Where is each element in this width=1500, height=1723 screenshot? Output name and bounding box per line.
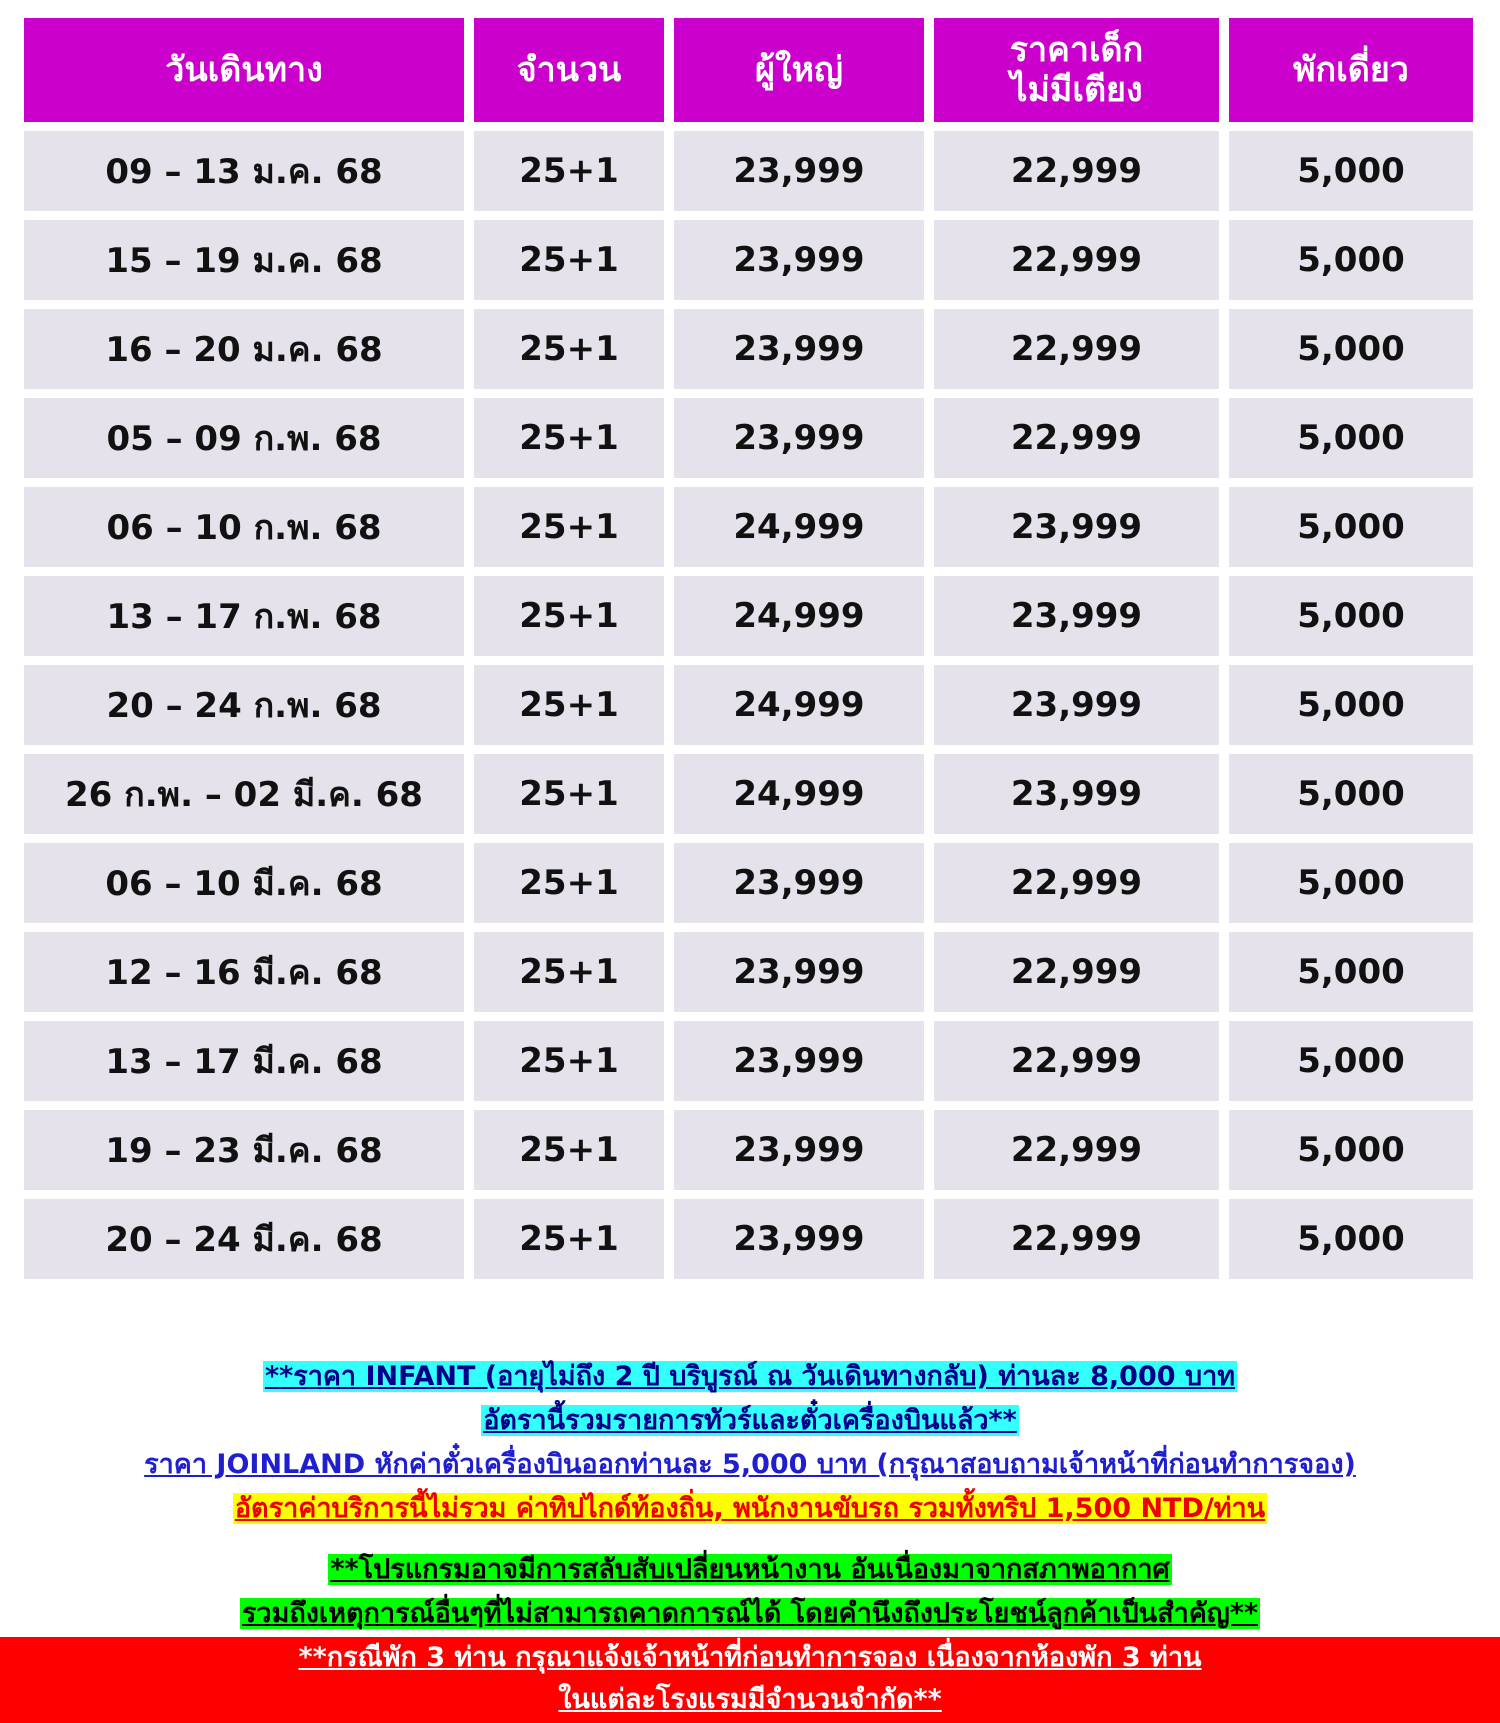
cell-child-price: 23,999	[934, 487, 1219, 567]
cell-adult-price: 23,999	[674, 1021, 924, 1101]
cell-single-supplement: 5,000	[1229, 843, 1473, 923]
cell-quantity: 25+1	[474, 932, 664, 1012]
cell-quantity: 25+1	[474, 665, 664, 745]
cell-adult-price: 23,999	[674, 309, 924, 389]
cell-child-price: 22,999	[934, 843, 1219, 923]
cell-child-price: 23,999	[934, 754, 1219, 834]
cell-travel-date: 06 – 10 ก.พ. 68	[24, 487, 464, 567]
cell-single-supplement: 5,000	[1229, 754, 1473, 834]
table-row	[24, 1110, 1473, 1190]
cell-travel-date: 16 – 20 ม.ค. 68	[24, 309, 464, 389]
cell-travel-date: 19 – 23 มี.ค. 68	[24, 1110, 464, 1190]
cell-quantity: 25+1	[474, 1110, 664, 1190]
cell-travel-date: 26 ก.พ. – 02 มี.ค. 68	[24, 754, 464, 834]
cell-quantity: 25+1	[474, 843, 664, 923]
header-travel-date: วันเดินทาง	[24, 18, 464, 122]
cell-quantity: 25+1	[474, 1199, 664, 1279]
cell-child-price: 22,999	[934, 932, 1219, 1012]
cell-single-supplement: 5,000	[1229, 309, 1473, 389]
table-row	[24, 932, 1473, 1012]
cell-quantity: 25+1	[474, 131, 664, 211]
cell-child-price: 22,999	[934, 1199, 1219, 1279]
header-child-no-bed-price: ราคาเด็ก ไม่มีเตียง	[934, 18, 1219, 122]
cell-single-supplement: 5,000	[1229, 220, 1473, 300]
table-row	[24, 576, 1473, 656]
cell-single-supplement: 5,000	[1229, 1021, 1473, 1101]
cell-quantity: 25+1	[474, 754, 664, 834]
cell-quantity: 25+1	[474, 309, 664, 389]
cell-single-supplement: 5,000	[1229, 576, 1473, 656]
cell-quantity: 25+1	[474, 220, 664, 300]
cell-adult-price: 23,999	[674, 932, 924, 1012]
cell-travel-date: 15 – 19 ม.ค. 68	[24, 220, 464, 300]
cell-child-price: 22,999	[934, 398, 1219, 478]
cell-single-supplement: 5,000	[1229, 1199, 1473, 1279]
table-row	[24, 131, 1473, 211]
cell-travel-date: 05 – 09 ก.พ. 68	[24, 398, 464, 478]
cell-adult-price: 23,999	[674, 131, 924, 211]
cell-adult-price: 23,999	[674, 843, 924, 923]
cell-adult-price: 24,999	[674, 487, 924, 567]
table-row	[24, 1021, 1473, 1101]
table-row	[24, 309, 1473, 389]
cell-child-price: 22,999	[934, 309, 1219, 389]
triple-room-note-line2: ในแต่ละโรงแรมมีจำนวนจำกัด**	[558, 1684, 942, 1715]
program-change-note	[0, 1548, 1500, 1636]
header-adult-price: ผู้ใหญ่	[674, 18, 924, 122]
table-body	[24, 131, 1473, 1279]
cell-adult-price: 23,999	[674, 220, 924, 300]
notes-section	[0, 1355, 1500, 1531]
triple-room-note-line1: **กรณีพัก 3 ท่าน กรุณาแจ้งเจ้าหน้าที่ก่อนทำการจอง เนื่องจากห้องพัก 3 ท่าน	[298, 1642, 1202, 1673]
tip-note: อัตราค่าบริการนี้ไม่รวม ค่าทิปไกด์ท้องถิ่น, พนักงานขับรถ รวมทั้งทริป 1,500 NTD/ท่าน	[234, 1493, 1266, 1524]
cell-adult-price: 23,999	[674, 1110, 924, 1190]
cell-travel-date: 06 – 10 มี.ค. 68	[24, 843, 464, 923]
cell-adult-price: 24,999	[674, 665, 924, 745]
program-note-line2: รวมถึงเหตุการณ์อื่นๆที่ไม่สามารถคาดการณ์ได้ โดยคำนึงถึงประโยชน์ลูกค้าเป็นสำคัญ**	[241, 1598, 1259, 1629]
cell-travel-date: 13 – 17 มี.ค. 68	[24, 1021, 464, 1101]
cell-travel-date: 20 – 24 ก.พ. 68	[24, 665, 464, 745]
cell-single-supplement: 5,000	[1229, 487, 1473, 567]
header-quantity: จำนวน	[474, 18, 664, 122]
cell-child-price: 22,999	[934, 1110, 1219, 1190]
cell-child-price: 22,999	[934, 220, 1219, 300]
table-row	[24, 665, 1473, 745]
price-table-container	[24, 18, 1470, 1288]
table-row	[24, 1199, 1473, 1279]
cell-adult-price: 23,999	[674, 398, 924, 478]
cell-travel-date: 13 – 17 ก.พ. 68	[24, 576, 464, 656]
cell-quantity: 25+1	[474, 1021, 664, 1101]
cell-child-price: 22,999	[934, 1021, 1219, 1101]
cell-adult-price: 24,999	[674, 576, 924, 656]
price-table	[14, 9, 1483, 1288]
cell-child-price: 23,999	[934, 665, 1219, 745]
cell-travel-date: 20 – 24 มี.ค. 68	[24, 1199, 464, 1279]
header-single-supplement: พักเดี่ยว	[1229, 18, 1473, 122]
cell-travel-date: 12 – 16 มี.ค. 68	[24, 932, 464, 1012]
table-row	[24, 843, 1473, 923]
cell-adult-price: 24,999	[674, 754, 924, 834]
table-header-row	[24, 18, 1473, 122]
cell-quantity: 25+1	[474, 487, 664, 567]
infant-price-note: **ราคา INFANT (อายุไม่ถึง 2 ปี บริบูรณ์ ณ วันเดินทางกลับ) ท่านละ 8,000 บาท	[264, 1361, 1236, 1392]
table-row	[24, 754, 1473, 834]
cell-single-supplement: 5,000	[1229, 398, 1473, 478]
table-row	[24, 220, 1473, 300]
cell-single-supplement: 5,000	[1229, 932, 1473, 1012]
cell-single-supplement: 5,000	[1229, 665, 1473, 745]
triple-room-banner	[0, 1637, 1500, 1723]
cell-child-price: 22,999	[934, 131, 1219, 211]
cell-single-supplement: 5,000	[1229, 1110, 1473, 1190]
joinland-note: ราคา JOINLAND หักค่าตั๋วเครื่องบินออกท่านละ 5,000 บาท (กรุณาสอบถามเจ้าหน้าที่ก่อนทำการจอง)	[144, 1449, 1356, 1480]
table-row	[24, 398, 1473, 478]
table-row	[24, 487, 1473, 567]
cell-child-price: 23,999	[934, 576, 1219, 656]
infant-price-note-cont: อัตรานี้รวมรายการทัวร์และตั๋วเครื่องบินแล้ว**	[483, 1405, 1017, 1436]
cell-adult-price: 23,999	[674, 1199, 924, 1279]
cell-single-supplement: 5,000	[1229, 131, 1473, 211]
program-note-line1: **โปรแกรมอาจมีการสลับสับเปลี่ยนหน้างาน อันเนื่องมาจากสภาพอากาศ	[330, 1554, 1170, 1585]
cell-quantity: 25+1	[474, 398, 664, 478]
cell-quantity: 25+1	[474, 576, 664, 656]
cell-travel-date: 09 – 13 ม.ค. 68	[24, 131, 464, 211]
